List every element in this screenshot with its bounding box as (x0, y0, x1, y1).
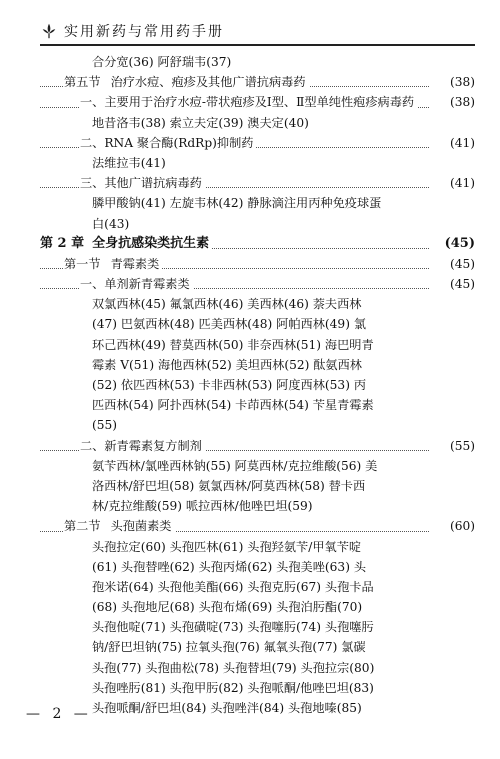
toc-sec-heading (40, 516, 475, 536)
entry-title: 孢米诺(64) 头孢他美酯(66) 头孢克肟(67) 头孢卡品 (92, 579, 374, 594)
toc-text (92, 499, 316, 513)
toc-entry-line (40, 537, 475, 557)
toc-entry-line (40, 113, 475, 133)
entry-title: 环己西林(49) 替莫西林(50) 非奈西林(51) 海巴明青 (92, 337, 374, 352)
toc-entry-line (40, 314, 475, 334)
toc-entry-line (40, 214, 475, 234)
entry-title: (68) 头孢地尼(68) 头孢布烯(69) 头孢泊肟酯(70) (92, 600, 363, 615)
entry-title: 合分宽(36) 阿舒瑞韦(37) (92, 55, 232, 69)
entry-title: 头孢(77) 头孢曲松(78) 头孢替坦(79) 头孢拉宗(80) (92, 660, 375, 675)
toc-text (92, 620, 377, 634)
entry-title: 氨苄西林/氯唑西林钠(55) 阿莫西林/克拉维酸(56) 美 (92, 458, 378, 473)
page-reference: (55) (448, 436, 475, 456)
entry-title: 钠/舒巴坦钠(75) 拉氧头孢(76) 氟氧头孢(77) 氯碳 (92, 640, 366, 655)
toc-entry-line (40, 415, 475, 435)
toc-chap-heading (40, 234, 475, 254)
entry-title: 林/克拉维酸(59) 哌拉西林/他唑巴坦(59) (92, 499, 313, 514)
toc-text (92, 640, 369, 654)
toc-sub-heading (40, 92, 475, 112)
toc-text (92, 540, 364, 554)
entry-title: 法维拉韦(41) (92, 155, 166, 170)
entry-title: 双氯西林(45) 氟氯西林(46) 美西林(46) 萘夫西林 (92, 297, 362, 312)
toc-text (80, 439, 205, 453)
toc-entry-line (40, 658, 475, 678)
toc-sec-heading (40, 254, 475, 274)
entry-title: (55) (92, 418, 118, 433)
page-reference: (60) (448, 516, 475, 536)
entry-title: 霉素 V(51) 海他西林(52) 美坦西林(52) 酞氨西林 (92, 357, 362, 372)
entry-title: 二、新青霉素复方制剂 (80, 438, 202, 453)
toc-entry-line (40, 294, 475, 314)
toc-entry-line (40, 375, 475, 395)
entry-title: (61) 头孢替唑(62) 头孢丙烯(62) 头孢美唑(63) 头 (92, 559, 367, 574)
toc-text (92, 418, 120, 432)
section-number: 第一节 (64, 256, 101, 271)
entry-title: 膦甲酸钠(41) 左旋韦林(42) 静脉滴注用丙种免疫球蛋 (92, 196, 382, 211)
entry-title: 一、单剂新青霉素类 (80, 277, 190, 292)
page-reference: (41) (448, 133, 475, 153)
toc-text (92, 55, 234, 69)
entry-title: 匹西林(54) 阿扑西林(54) 卡茚西林(54) 苄星青霉素 (92, 398, 374, 413)
toc-text (92, 358, 365, 372)
toc-text (92, 560, 369, 574)
table-of-contents (40, 52, 475, 718)
toc-text (92, 661, 377, 675)
section-number: 第 2 章 (40, 235, 85, 251)
toc-text (40, 236, 212, 251)
toc-text (92, 479, 368, 493)
running-header (40, 18, 475, 46)
toc-entry-line (40, 496, 475, 516)
entry-title: (47) 巴氨西林(48) 匹美西林(48) 阿帕西林(49) 氯 (92, 317, 367, 332)
toc-text (80, 277, 193, 291)
toc-text (80, 136, 256, 150)
toc-text (80, 176, 205, 190)
toc-text (92, 156, 169, 170)
toc-sub-heading (40, 133, 475, 153)
toc-entry-line (40, 577, 475, 597)
toc-entry-line (40, 597, 475, 617)
flower-ornament-icon (40, 22, 58, 40)
toc-entry-line (40, 637, 475, 657)
entry-title: 治疗水痘、疱疹及其他广谱抗病毒药 (110, 75, 306, 90)
page-reference: (38) (448, 92, 475, 112)
toc-text (92, 600, 365, 614)
section-number: 第五节 (64, 75, 101, 90)
toc-text (92, 681, 377, 695)
entry-title: 白(43) (92, 216, 130, 231)
entry-title: 头孢他啶(71) 头孢磺啶(73) 头孢噻肟(74) 头孢噻肟 (92, 620, 374, 635)
toc-sub-heading (40, 436, 475, 456)
toc-text (92, 701, 365, 715)
toc-text (64, 519, 175, 533)
page-reference: (45) (448, 274, 475, 294)
toc-text (92, 378, 369, 392)
toc-entry-line (40, 355, 475, 375)
section-number: 第二节 (64, 519, 101, 534)
toc-entry-line (40, 153, 475, 173)
entry-title: 头孢菌素类 (110, 519, 172, 534)
toc-entry-line (40, 456, 475, 476)
entry-title: 头孢唑肟(81) 头孢甲肟(82) 头孢哌酮/他唑巴坦(83) (92, 680, 374, 695)
page-reference: (38) (448, 72, 475, 92)
toc-text (92, 338, 377, 352)
toc-text (92, 297, 365, 311)
toc-text (64, 257, 162, 271)
toc-text (92, 317, 369, 331)
toc-text (92, 196, 384, 210)
page-reference: (45) (443, 234, 475, 254)
toc-entry-line (40, 395, 475, 415)
toc-entry-line (40, 335, 475, 355)
toc-text (64, 75, 309, 89)
entry-title: 地昔洛韦(38) 索立夫定(39) 澳夫定(40) (92, 115, 309, 130)
toc-text (92, 459, 380, 473)
entry-title: 头孢哌酮/舒巴坦(84) 头孢唑泮(84) 头孢地嗪(85) (92, 701, 362, 715)
toc-text (80, 95, 417, 109)
toc-entry-line (40, 698, 475, 718)
page-reference: (45) (448, 254, 475, 274)
toc-sub-heading (40, 274, 475, 294)
entry-title: 三、其他广谱抗病毒药 (80, 176, 202, 191)
toc-text (92, 217, 132, 231)
entry-title: 全身抗感染类抗生素 (92, 235, 210, 251)
toc-text (92, 116, 312, 130)
entry-title: (52) 依匹西林(53) 卡非西林(53) 阿度西林(53) 丙 (92, 378, 367, 392)
toc-entry-line (40, 678, 475, 698)
toc-entry-line (40, 617, 475, 637)
toc-entry-line (40, 193, 475, 213)
page-reference: (41) (448, 173, 475, 193)
toc-entry-line (40, 52, 475, 72)
book-title: 实用新药与常用药手册 (64, 24, 224, 40)
page-number: — 2 — (26, 706, 92, 722)
toc-sub-heading (40, 173, 475, 193)
toc-text (92, 398, 377, 412)
toc-sec-heading (40, 72, 475, 92)
toc-entry-line (40, 557, 475, 577)
entry-title: 一、主要用于治疗水痘-带状疱疹及Ⅰ型、Ⅱ型单纯性疱疹病毒药 (80, 95, 415, 110)
toc-entry-line (40, 476, 475, 496)
toc-text (92, 580, 377, 594)
entry-title: 二、RNA 聚合酶(RdRp)抑制药 (80, 135, 254, 150)
entry-title: 青霉素类 (110, 256, 160, 271)
entry-title: 头孢拉定(60) 头孢匹林(61) 头孢羟氨苄/甲氧苄啶 (92, 539, 362, 554)
entry-title: 洛西林/舒巴坦(58) 氨氯西林/阿莫西林(58) 替卡西 (92, 478, 366, 493)
